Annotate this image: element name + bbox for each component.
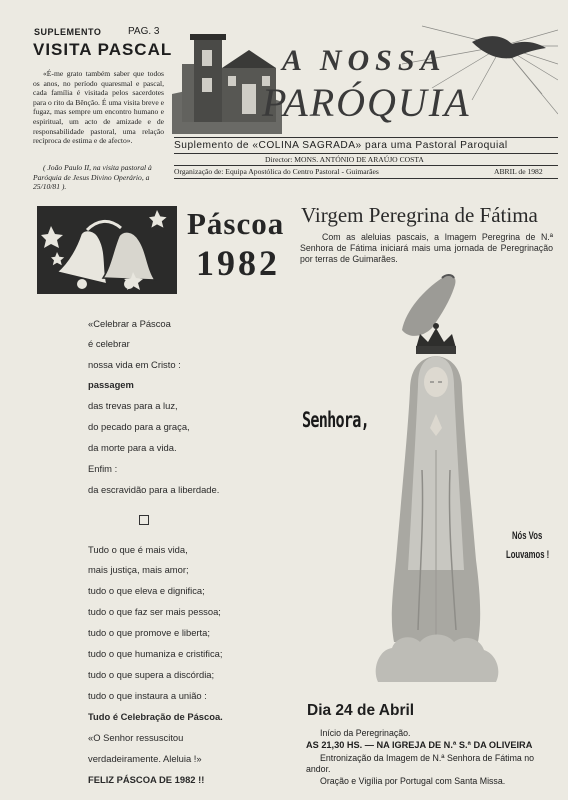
rule <box>174 137 558 138</box>
poem-line: nossa vida em Cristo : <box>88 359 181 370</box>
rule <box>174 153 558 154</box>
dia-line-time: AS 21,30 HS. — NA IGREJA DE N.ª S.ª DA OLIVEIRA <box>306 740 533 750</box>
masthead-line1: A NOSSA <box>282 44 447 77</box>
louvamos-caption-line2: Louvamos ! <box>506 549 550 561</box>
virgem-intro: Com as aleluias pascais, a Imagem Peregrina de N.ª Senhora de Fátima iniciará mais uma jornada de Peregrinação por terras de Guimarães. <box>300 232 553 264</box>
poem-line: «Celebrar a Páscoa <box>88 318 171 329</box>
masthead-line2: PARÓQUIA <box>262 80 471 125</box>
masthead-subtitle: Suplemento de «COLINA SAGRADA» para uma Pastoral Paroquial <box>174 140 508 151</box>
dia-24-heading: Dia 24 de Abril <box>307 702 415 719</box>
pascoa-heading: Páscoa <box>187 206 285 241</box>
poem-line: Tudo é Celebração de Páscoa. <box>88 711 223 722</box>
supplement-tag: SUPLEMENTO <box>34 27 102 37</box>
poem-line: tudo o que supera a discórdia; <box>88 669 215 680</box>
poem-line: da morte para a vida. <box>88 442 177 453</box>
easter-bells-illustration <box>37 206 177 294</box>
masthead-director: Director: MONS. ANTÓNIO DE ARAÚJO COSTA <box>265 155 424 164</box>
poem-line: da escravidão para a liberdade. <box>88 484 220 495</box>
masthead-organization: Organização de: Equipa Apostólica do Centro Pastoral - Guimarães <box>174 167 379 176</box>
poem-line: «O Senhor ressuscitou <box>88 732 184 743</box>
louvamos-caption-line1: Nós Vos <box>512 530 543 542</box>
poem-line: tudo o que instaura a união : <box>88 690 207 701</box>
issue-date: ABRIL de 1982 <box>494 167 543 176</box>
our-lady-statue-image <box>372 270 502 682</box>
poem-line: tudo o que eleva e dignifica; <box>88 585 205 596</box>
separator-square <box>139 515 149 525</box>
poem-line: tudo o que faz ser mais pessoa; <box>88 606 221 617</box>
rule <box>174 178 558 179</box>
visita-pascal-citation: ( João Paulo II, na visita pastoral à Paróquia de Jesus Divino Operário, a 25/10/81 ). <box>33 163 152 192</box>
poem-line: das trevas para a luz, <box>88 400 178 411</box>
poem-line: tudo o que humaniza e cristifica; <box>88 648 223 659</box>
page-number: PAG. 3 <box>128 26 160 37</box>
dia-line: Oração e Vigília por Portugal com Santa Missa. <box>320 776 506 786</box>
poem-line: é celebrar <box>88 338 130 349</box>
dia-line: Entronização da Imagem de N.ª Senhora de Fátima no andor. <box>306 753 535 774</box>
poem-line: Enfim : <box>88 463 118 474</box>
senhora-caption: Senhora, <box>302 408 370 432</box>
poem-line: verdadeiramente. Aleluia !» <box>88 753 202 764</box>
poem-line: FELIZ PÁSCOA DE 1982 !! <box>88 774 205 785</box>
visita-pascal-quote: «É-me grato também saber que todos os anos, no período quaresmal e pascal, cada família é visitada pelos sacerdotes para o rito da Bênção. É uma visita breve e fugaz, mas sempre um encontro humano e espiritual, um acto de amizade e de responsabilidade pastoral, uma relação recíproca de estima e de afecto». <box>33 69 164 146</box>
poem-line: passagem <box>88 379 134 390</box>
poem-line: do pecado para a graça, <box>88 421 190 432</box>
virgem-title: Virgem Peregrina de Fátima <box>301 203 538 227</box>
pascoa-year: 1982 <box>196 243 280 283</box>
poem-line: mais justiça, mais amor; <box>88 564 189 575</box>
rule <box>174 165 558 166</box>
poem-line: Tudo o que é mais vida, <box>88 544 188 555</box>
visita-pascal-title: VISITA PASCAL <box>33 40 173 59</box>
dia-line: Início da Peregrinação. <box>320 728 411 738</box>
poem-line: tudo o que promove e liberta; <box>88 627 210 638</box>
